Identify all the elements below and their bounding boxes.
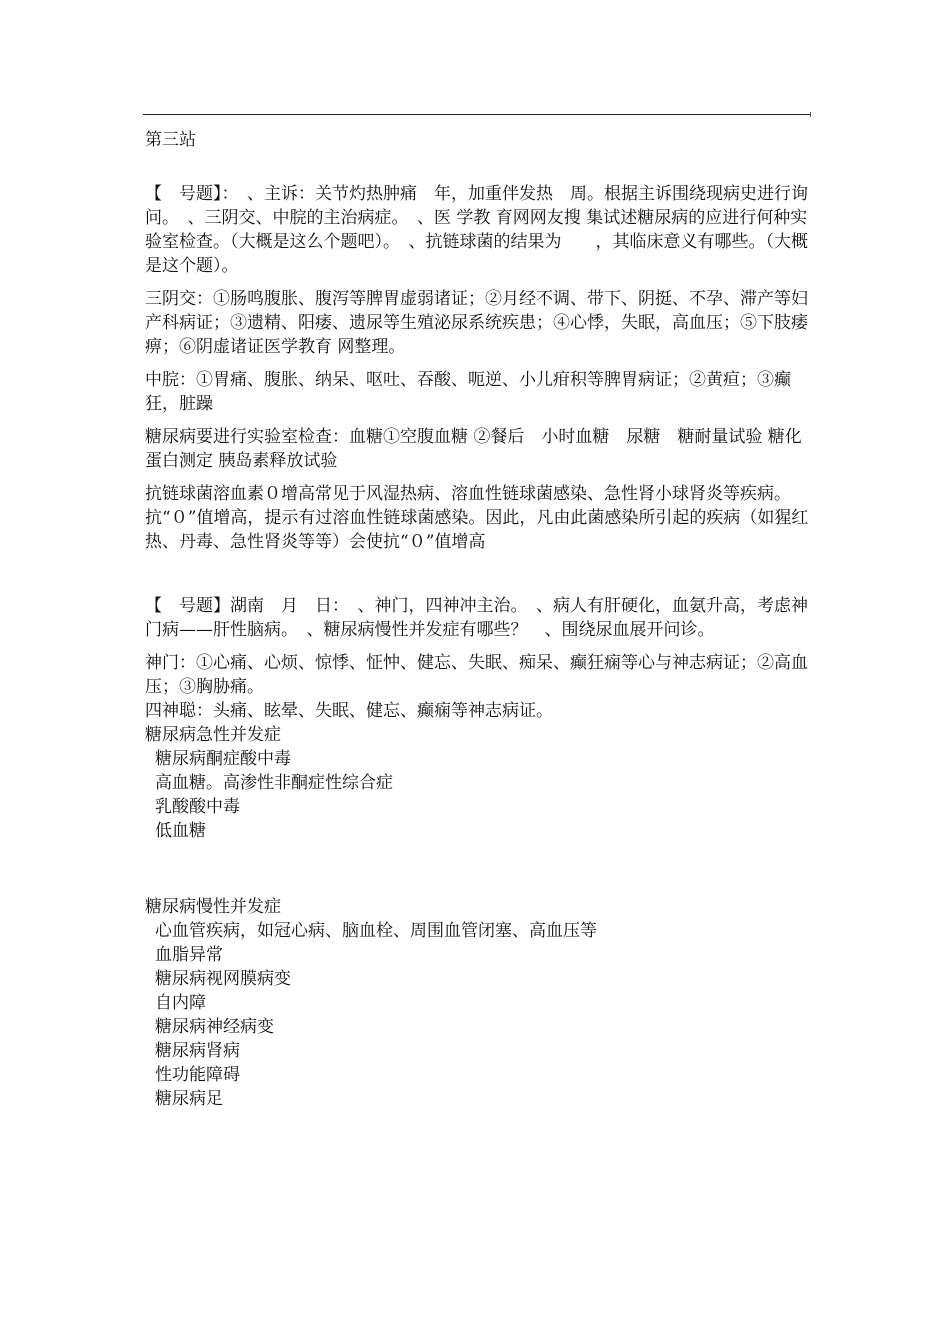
list-spacer [145, 843, 810, 895]
diabetes-lab-tests: 糖尿病要进行实验室检查：血糖①空腹血糖 ②餐后 小时血糖 尿糖 糖耐量试验 糖化蛋白测定 胰岛素释放试验 [145, 427, 802, 471]
acute-item: 高血糖。高渗性非酮症性综合症 [155, 773, 393, 793]
chronic-item: 性功能障碍 [155, 1065, 240, 1085]
station-title: 第三站 [145, 130, 196, 150]
section-spacer [145, 554, 810, 594]
acute-item: 低血糖 [155, 821, 206, 841]
document-body [145, 128, 810, 1111]
aso-paragraph-2: 抗“０”值增高，提示有过溶血性链球菌感染。因此，凡由此菌感染所引起的疾病（如猩红热、丹毒、急性肾炎等等）会使抗“０”值增高 [145, 508, 809, 552]
question-1-header: 【 号题】： 、主诉：关节灼热肿痛 年，加重伴发热 周。根据主诉围绕现病史进行询问。 、三阴交、中脘的主治病症。 、医 学教 育网网友搜 集试述糖尿病的应进行何种实验室检查。（大概是这么个题吧）。 、抗链球菌的结果为 ，其临床意义有哪些。（大概是这个题）。 [145, 184, 808, 276]
acute-item: 糖尿病酮症酸中毒 [155, 749, 291, 769]
sanyinjiao-indications: 三阴交：①肠鸣腹胀、腹泻等脾胃虚弱诸证；②月经不调、带下、阴挺、不孕、滞产等妇产科病证；③遗精、阳痿、遗尿等生殖泌尿系统疾患；④心悸，失眠，高血压；⑤下肢痿痹；⑥阴虚诸证医学教育 网整理。 [145, 289, 808, 357]
chronic-item: 糖尿病视网膜病变 [155, 969, 291, 989]
aso-paragraph-1: 抗链球菌溶血素０增高常见于风湿热病、溶血性链球菌感染、急性肾小球肾炎等疾病。 [145, 484, 791, 504]
acute-complications-title: 糖尿病急性并发症 [145, 725, 281, 745]
header-rule-tick [810, 112, 811, 117]
zhongwan-indications: 中脘：①胃痛、腹胀、纳呆、呕吐、吞酸、呃逆、小儿疳积等脾胃病证；②黄疸；③癫狂，脏躁 [145, 370, 791, 414]
chronic-item: 自内障 [155, 993, 206, 1013]
chronic-item: 糖尿病神经病变 [155, 1017, 274, 1037]
acute-item: 乳酸酸中毒 [155, 797, 240, 817]
chronic-item: 糖尿病肾病 [155, 1041, 240, 1061]
question-2-header: 【 号题】湖南 月 日： 、神门，四神冲主治。 、病人有肝硬化，血氨升高，考虑神门病——肝性脑病。 、糖尿病慢性并发症有哪些？ 、围绕尿血展开问诊。 [145, 596, 808, 640]
header-rule [143, 114, 811, 115]
shenmen-indications: 神门：①心痛、心烦、惊悸、怔忡、健忘、失眠、痴呆、癫狂痫等心与神志病证；②高血压；③胸胁痛。 [145, 653, 808, 697]
chronic-complications-title: 糖尿病慢性并发症 [145, 897, 281, 917]
chronic-item: 心血管疾病，如冠心病、脑血栓、周围血管闭塞、高血压等 [155, 921, 597, 941]
chronic-item: 糖尿病足 [155, 1089, 223, 1109]
chronic-item: 血脂异常 [155, 945, 223, 965]
sishencong-indications: 四神聪：头痛、眩晕、失眠、健忘、癫痫等神志病证。 [145, 701, 553, 721]
